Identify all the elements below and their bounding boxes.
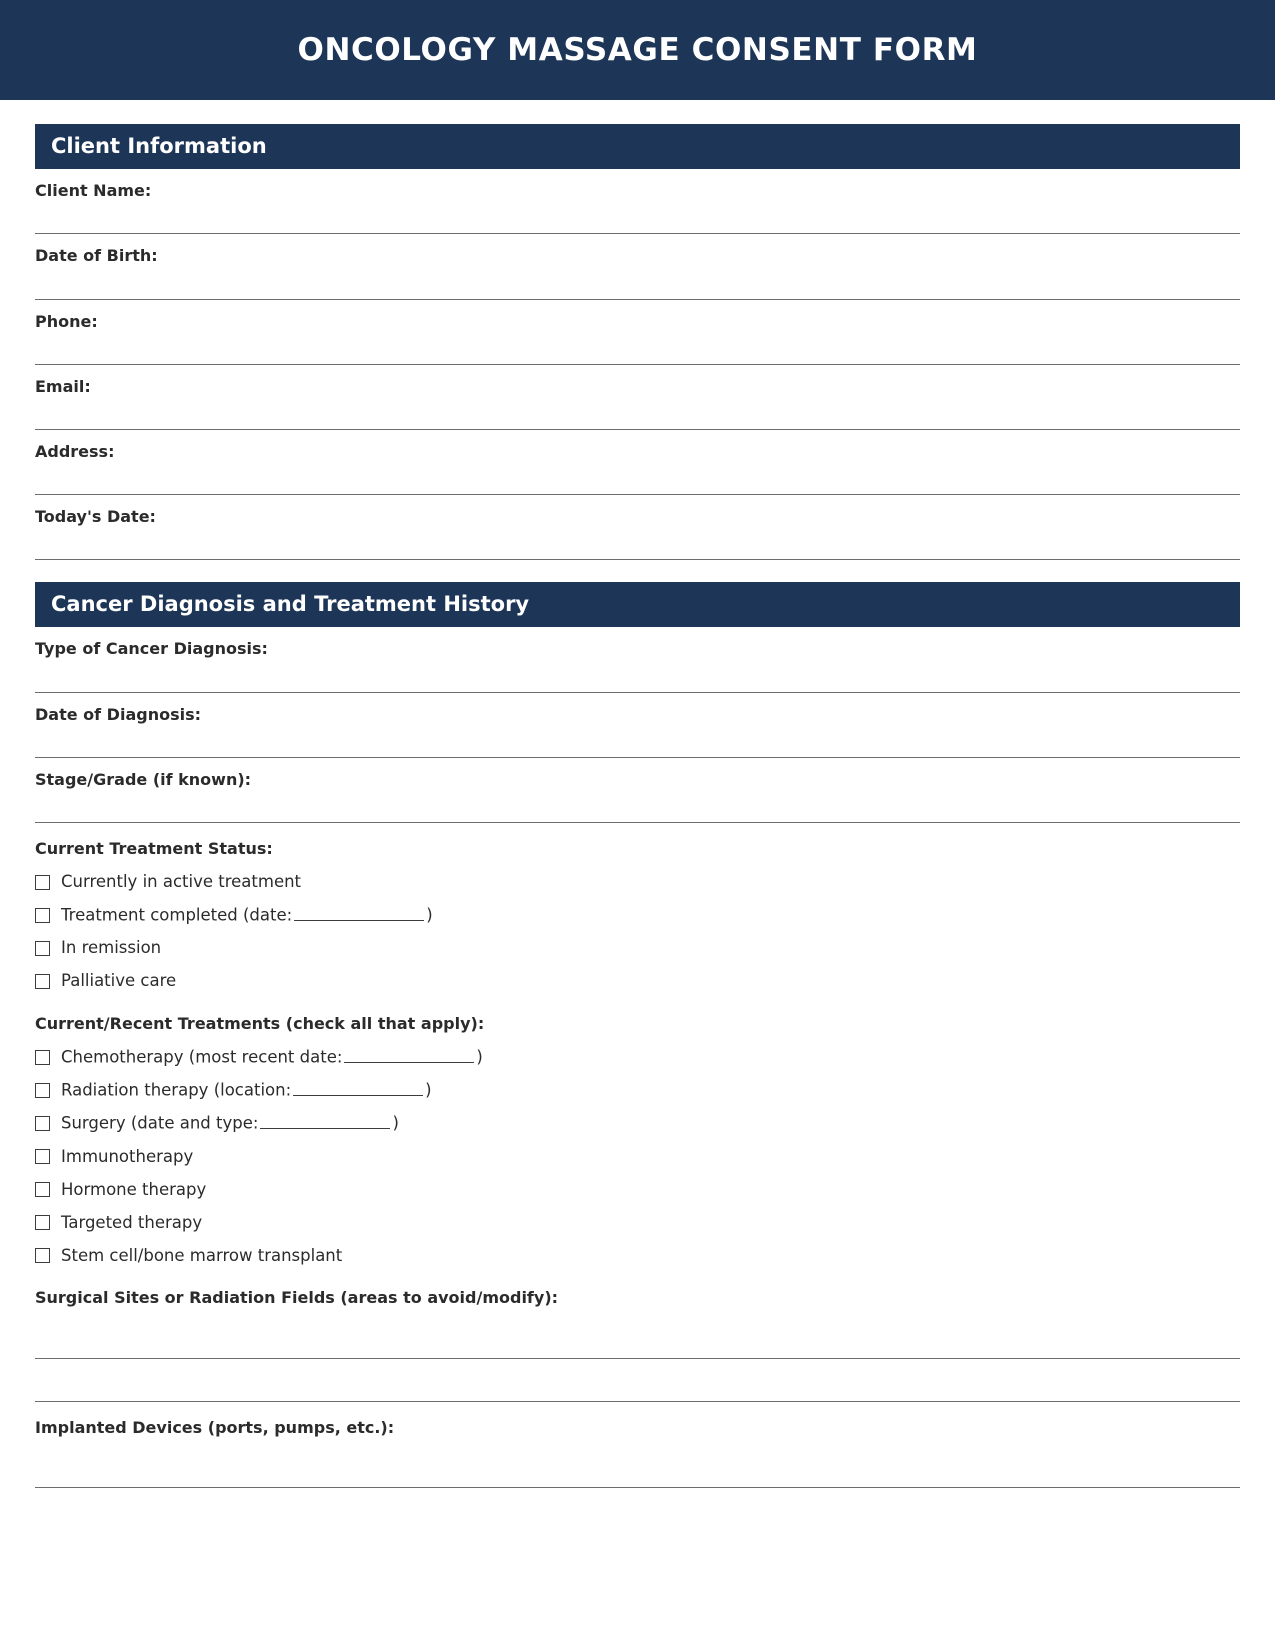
checkbox-row-palliative-care[interactable] — [35, 965, 1240, 998]
spacer — [35, 100, 1240, 124]
checkbox-icon[interactable] — [35, 1050, 50, 1065]
checkbox-label: Immunotherapy — [61, 1146, 194, 1166]
field-label: Implanted Devices (ports, pumps, etc.): — [35, 1417, 395, 1437]
field-input-line[interactable] — [35, 659, 1240, 693]
checkbox-label: Hormone therapy — [61, 1179, 207, 1199]
field-phone — [35, 300, 1240, 365]
field-client-name — [35, 169, 1240, 234]
checkbox-label: Palliative care — [61, 971, 177, 991]
field-stage-grade — [35, 758, 1240, 823]
field-input-line[interactable] — [35, 1359, 1240, 1402]
field-input-line[interactable] — [35, 1316, 1240, 1359]
field-label: Date of Diagnosis: — [35, 704, 201, 724]
checkbox-label: Surgery (date and type: ) — [61, 1113, 399, 1133]
group-current-treatment-status — [35, 823, 1240, 998]
checkbox-row-treatment-completed[interactable] — [35, 899, 1240, 932]
field-input-line[interactable] — [35, 331, 1240, 365]
checkbox-icon[interactable] — [35, 941, 50, 956]
field-input-line[interactable] — [35, 200, 1240, 234]
field-label: Email: — [35, 376, 91, 396]
group-current-recent-treatments — [35, 998, 1240, 1272]
field-input-line[interactable] — [35, 266, 1240, 300]
field-label: Phone: — [35, 311, 98, 331]
blank-line-date[interactable] — [294, 907, 424, 921]
field-email — [35, 365, 1240, 430]
blank-line-location[interactable] — [293, 1082, 423, 1096]
section-header-client-information: Client Information — [35, 124, 1240, 169]
field-input-line[interactable] — [35, 526, 1240, 560]
checkbox-label: Stem cell/bone marrow transplant — [61, 1245, 343, 1265]
field-todays-date — [35, 495, 1240, 560]
checkbox-icon[interactable] — [35, 974, 50, 989]
checkbox-icon[interactable] — [35, 1083, 50, 1098]
checkbox-label: Chemotherapy (most recent date: ) — [61, 1047, 483, 1067]
field-input-line[interactable] — [35, 789, 1240, 823]
group-label: Current/Recent Treatments (check all that apply): — [35, 1014, 485, 1034]
field-address — [35, 430, 1240, 495]
field-implanted-devices — [35, 1402, 1240, 1488]
field-label: Address: — [35, 441, 115, 461]
document-banner — [0, 0, 1275, 100]
checkbox-label: In remission — [61, 938, 162, 958]
document-title: ONCOLOGY MASSAGE CONSENT FORM — [297, 31, 978, 68]
field-date-of-diagnosis — [35, 693, 1240, 758]
checkbox-icon[interactable] — [35, 1248, 50, 1263]
checkbox-row-chemotherapy[interactable] — [35, 1041, 1240, 1074]
field-input-line[interactable] — [35, 1445, 1240, 1488]
blank-line-date[interactable] — [344, 1049, 474, 1063]
field-date-of-birth — [35, 234, 1240, 299]
checkbox-label: Targeted therapy — [61, 1212, 203, 1232]
field-label: Today's Date: — [35, 507, 156, 527]
checkbox-icon[interactable] — [35, 1149, 50, 1164]
checkbox-row-targeted-therapy[interactable] — [35, 1206, 1240, 1239]
checkbox-row-surgery[interactable] — [35, 1107, 1240, 1140]
field-surgical-sites-or-radiation-fields — [35, 1272, 1240, 1401]
field-input-line[interactable] — [35, 461, 1240, 495]
blank-line-date-and-type[interactable] — [260, 1115, 390, 1129]
form-page — [0, 100, 1275, 1488]
field-input-line[interactable] — [35, 724, 1240, 758]
checkbox-row-currently-in-active-treatment[interactable] — [35, 866, 1240, 899]
field-label: Stage/Grade (if known): — [35, 769, 252, 789]
checkbox-icon[interactable] — [35, 1116, 50, 1131]
field-label: Type of Cancer Diagnosis: — [35, 639, 268, 659]
field-label: Surgical Sites or Radiation Fields (areas to avoid/modify): — [35, 1288, 559, 1308]
checkbox-row-stem-cell-transplant[interactable] — [35, 1239, 1240, 1272]
checkbox-row-in-remission[interactable] — [35, 932, 1240, 965]
field-label: Date of Birth: — [35, 246, 158, 266]
checkbox-row-hormone-therapy[interactable] — [35, 1173, 1240, 1206]
checkbox-label: Currently in active treatment — [61, 872, 302, 892]
checkbox-label: Radiation therapy (location: ) — [61, 1080, 432, 1100]
checkbox-icon[interactable] — [35, 1182, 50, 1197]
section-header-cancer-diagnosis-and-treatment-history: Cancer Diagnosis and Treatment History — [35, 582, 1240, 627]
checkbox-row-immunotherapy[interactable] — [35, 1140, 1240, 1173]
field-input-line[interactable] — [35, 396, 1240, 430]
checkbox-row-radiation-therapy[interactable] — [35, 1074, 1240, 1107]
checkbox-icon[interactable] — [35, 875, 50, 890]
field-label: Client Name: — [35, 181, 152, 201]
checkbox-icon[interactable] — [35, 908, 50, 923]
checkbox-icon[interactable] — [35, 1215, 50, 1230]
group-label: Current Treatment Status: — [35, 838, 273, 858]
field-type-of-cancer-diagnosis — [35, 627, 1240, 692]
spacer — [35, 560, 1240, 582]
checkbox-label: Treatment completed (date: ) — [61, 905, 433, 925]
